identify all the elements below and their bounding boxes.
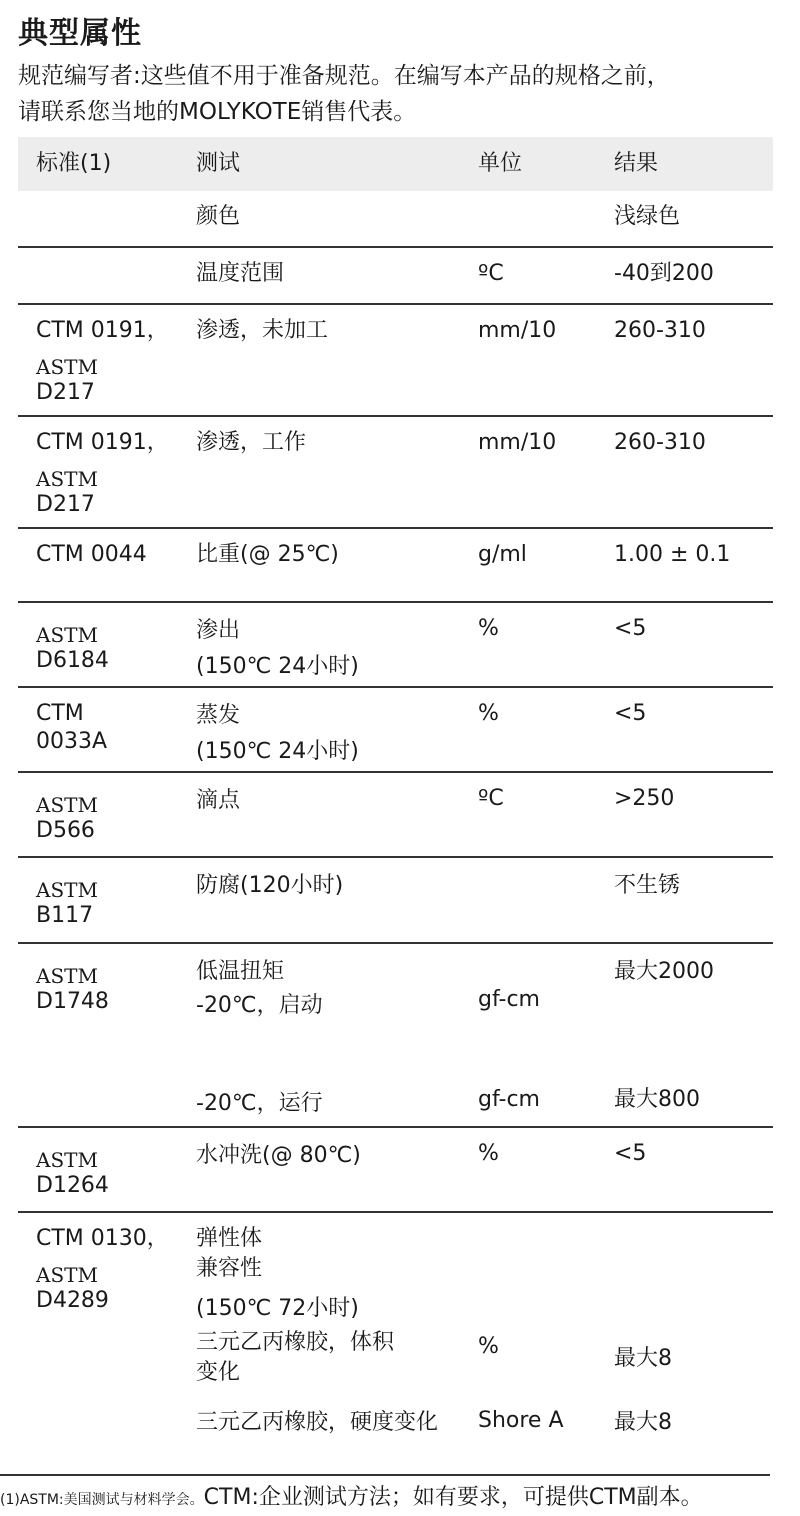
test-detail: 变化 [196, 1360, 241, 1385]
test-name: 渗出 [196, 618, 241, 643]
test-name: 水冲洗(@ 80℃) [196, 1143, 361, 1168]
header-standard: 标准(1) [36, 151, 112, 176]
result-value: <5 [614, 616, 647, 641]
unit-value: g/ml [478, 542, 527, 567]
test-name: 比重(@ 25℃) [196, 542, 339, 567]
table-row [18, 191, 773, 248]
page-title: 典型属性 [18, 16, 142, 51]
test-name: 渗透，未加工 [196, 318, 329, 343]
header-result: 结果 [614, 151, 659, 176]
standard-line: ASTM [36, 1148, 98, 1172]
standard-line: ASTM [36, 793, 98, 817]
intro-text [18, 58, 788, 130]
standard-line: CTM 0191， [36, 318, 169, 343]
table-row [18, 858, 773, 944]
result-value: -40到200 [614, 261, 714, 286]
unit-value: % [478, 1141, 499, 1166]
table-row [18, 1213, 773, 1475]
properties-table [18, 137, 773, 1475]
test-detail: (150℃ 24小时) [196, 739, 359, 764]
standard-line: D1748 [36, 989, 109, 1014]
unit-value: mm/10 [478, 318, 557, 343]
table-row [18, 944, 773, 1128]
footnote [0, 1474, 770, 1511]
table-row [18, 417, 773, 529]
standard-line: CTM 0130， [36, 1226, 169, 1251]
test-name: 滴点 [196, 788, 241, 813]
standard-line: B117 [36, 903, 94, 928]
intro-line-2: 请联系您当地的MOLYKOTE销售代表。 [18, 99, 417, 125]
table-row [18, 305, 773, 417]
result-value: <5 [614, 701, 647, 726]
test-detail: 三元乙丙橡胶，硬度变化 [196, 1410, 439, 1435]
intro-line-1: 规范编写者:这些值不用于准备规范。在编写本产品的规格之前， [18, 63, 670, 89]
standard-line: D1264 [36, 1173, 109, 1198]
header-test: 测试 [196, 151, 241, 176]
standard-line: ASTM [36, 623, 98, 647]
result-value: >250 [614, 786, 675, 811]
unit-value: ºC [478, 786, 504, 811]
result-value: 最大8 [614, 1410, 672, 1435]
test-name: 兼容性 [196, 1256, 263, 1281]
standard-line: D6184 [36, 648, 109, 673]
header-unit: 单位 [478, 151, 523, 176]
test-name: 蒸发 [196, 703, 241, 728]
table-header [18, 137, 773, 191]
result-value: 浅绿色 [614, 204, 681, 229]
standard-line: D4289 [36, 1288, 109, 1313]
standard-line: ASTM [36, 964, 98, 988]
result-value: 260-310 [614, 430, 706, 455]
unit-value: mm/10 [478, 430, 557, 455]
footnote-ctm: CTM:企业测试方法；如有要求，可提供CTM副本。 [203, 1485, 703, 1510]
unit-value: % [478, 616, 499, 641]
standard-line: ASTM [36, 1263, 98, 1287]
test-detail: (150℃ 72小时) [196, 1296, 359, 1321]
standard-line: D217 [36, 380, 95, 405]
table-row [18, 248, 773, 305]
standard-line: ASTM [36, 355, 98, 379]
result-value: 最大8 [614, 1346, 672, 1371]
test-detail: 三元乙丙橡胶，体积 [196, 1330, 395, 1355]
table-row [18, 603, 773, 688]
standard-line: CTM [36, 701, 84, 726]
table-row [18, 773, 773, 858]
result-value: 1.00 ± 0.1 [614, 542, 731, 567]
unit-value: % [478, 1334, 499, 1359]
result-value: <5 [614, 1141, 647, 1166]
test-name: 防腐(120小时) [196, 873, 344, 898]
unit-value: ºC [478, 261, 504, 286]
table-row [18, 1128, 773, 1213]
result-value: 最大2000 [614, 959, 714, 984]
test-name: 温度范围 [196, 261, 285, 286]
result-value: 260-310 [614, 318, 706, 343]
standard-line: ASTM [36, 467, 98, 491]
unit-value: gf-cm [478, 1087, 540, 1112]
standard-line: CTM 0044 [36, 542, 147, 567]
unit-value: Shore A [478, 1408, 564, 1433]
unit-value: gf-cm [478, 987, 540, 1012]
test-name: 颜色 [196, 204, 241, 229]
standard-line: D217 [36, 492, 95, 517]
table-row [18, 529, 773, 603]
test-detail: (150℃ 24小时) [196, 654, 359, 679]
test-name: 低温扭矩 [196, 959, 285, 984]
test-detail: -20℃，运行 [196, 1091, 323, 1116]
footnote-astm: (1)ASTM:美国测试与材料学会。 [0, 1492, 204, 1508]
test-detail: -20℃，启动 [196, 993, 323, 1018]
test-name: 弹性体 [196, 1226, 263, 1251]
unit-value: % [478, 701, 499, 726]
standard-line: ASTM [36, 878, 98, 902]
standard-line: 0033A [36, 729, 108, 754]
test-name: 渗透，工作 [196, 430, 307, 455]
result-value: 不生锈 [614, 873, 681, 898]
result-value: 最大800 [614, 1087, 700, 1112]
standard-line: CTM 0191， [36, 430, 169, 455]
standard-line: D566 [36, 818, 95, 843]
table-row [18, 688, 773, 773]
